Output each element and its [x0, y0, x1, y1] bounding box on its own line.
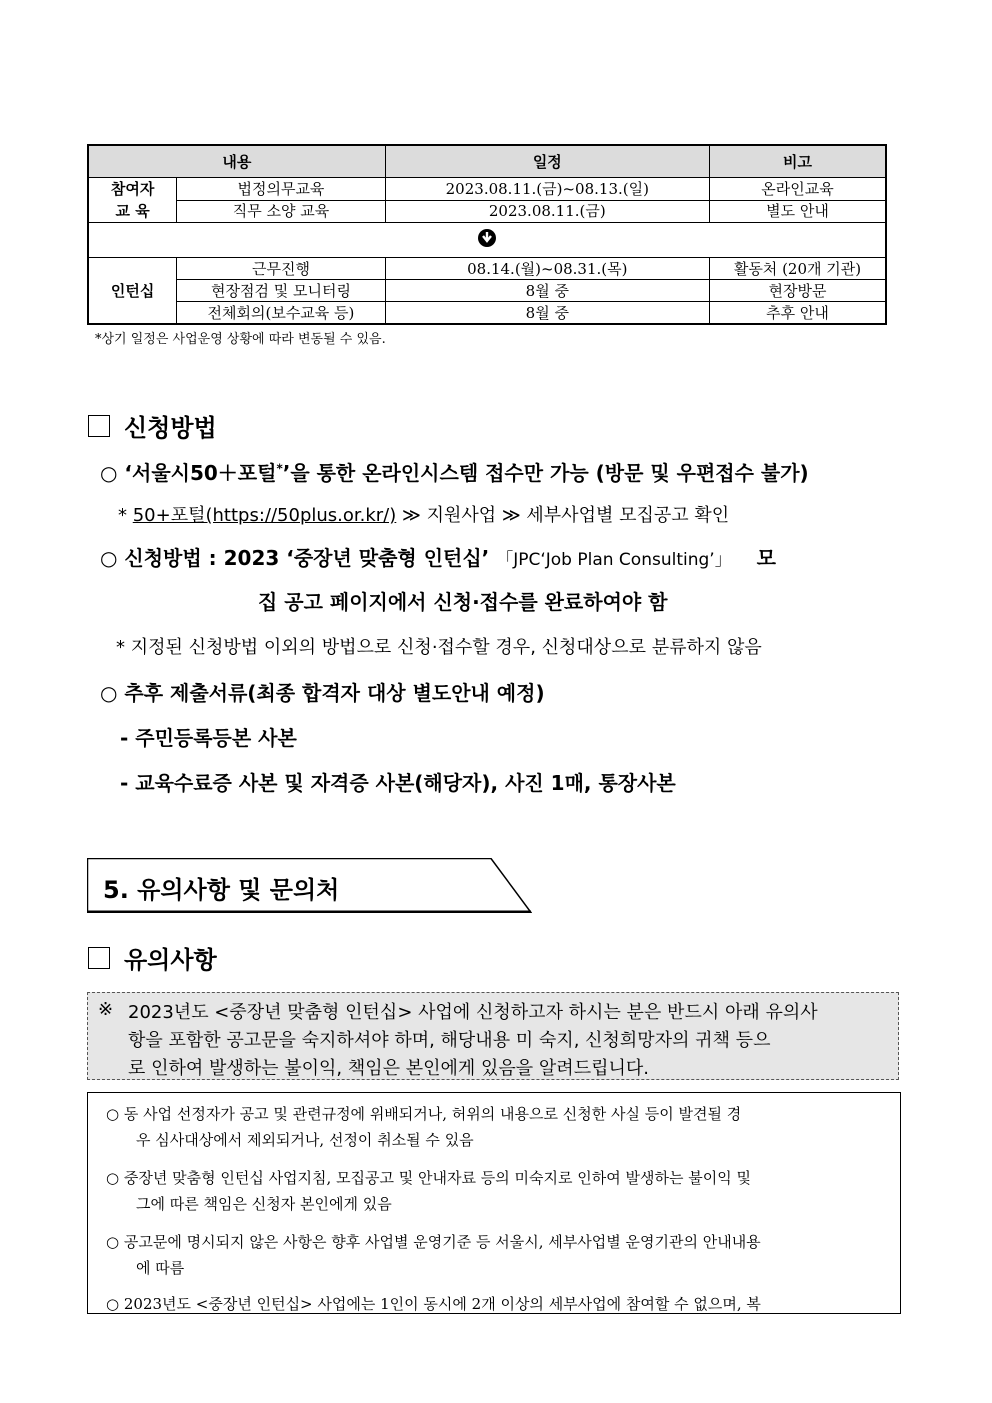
- header-content: 내용: [88, 145, 385, 178]
- table-row: [88, 302, 886, 325]
- down-arrow-icon-svg: [477, 228, 497, 248]
- row-date: 8월 중: [385, 302, 709, 325]
- caution-title: 유의사항: [124, 946, 217, 974]
- row-item: 전체회의(보수교육 등): [177, 302, 385, 325]
- notice-line-3: 로 인하여 발생하는 불이익, 책임은 본인에게 있음을 알려드립니다.: [128, 1058, 649, 1079]
- rule-1-line-1: ○ 동 사업 선정자가 공고 및 관련규정에 위배되거나, 허위의 내용으로 신청한 사실 등이 발견될 경: [106, 1105, 742, 1123]
- row-item: 법정의무교육: [177, 178, 385, 201]
- rule-2-line-1: ○ 중장년 맞춤형 인턴십 사업지침, 모집공고 및 안내자료 등의 미숙지로 인하여 발생하는 불이익 및: [106, 1169, 751, 1187]
- rule-1-line-2: 우 심사대상에서 제외되거나, 선정이 취소될 수 있음: [136, 1131, 474, 1149]
- rule-2-line-2: 그에 따른 책임은 신청자 본인에게 있음: [136, 1195, 392, 1213]
- row-item: 현장점검 및 모니터링: [177, 280, 385, 302]
- row-item: 직무 소양 교육: [177, 200, 385, 223]
- apply-bullet-1: ○ ‘서울시50＋포털*’을 통한 온라인시스템 접수만 가능 (방문 및 우편접수 불가): [100, 461, 809, 485]
- row-note: 추후 안내: [709, 302, 886, 325]
- schedule-footnote: *상기 일정은 사업운영 상황에 따라 변동될 수 있음.: [95, 332, 386, 347]
- apply-bullet-2-note: * 지정된 신청방법 이외의 방법으로 신청·접수할 경우, 신청대상으로 분류하지 않음: [116, 637, 762, 658]
- caution-heading: [88, 940, 217, 975]
- checkbox-square-icon: [88, 947, 110, 969]
- table-header-row: [88, 145, 886, 178]
- row-date: 2023.08.11.(금): [385, 200, 709, 223]
- row-item: 근무진행: [177, 258, 385, 280]
- group-participant-education: 참여자 교 육: [88, 178, 177, 223]
- table-row: [88, 280, 886, 302]
- rule-3-line-2: 에 따름: [136, 1259, 185, 1277]
- header-date: 일정: [385, 145, 709, 178]
- table-row: [88, 178, 886, 201]
- section-5-banner: [87, 858, 532, 913]
- apply-method-title: 신청방법: [124, 414, 217, 442]
- notice-box: [87, 992, 899, 1080]
- table-row: [88, 258, 886, 280]
- schedule-table: [87, 144, 887, 325]
- row-date: 2023.08.11.(금)~08.13.(일): [385, 178, 709, 201]
- rule-4-line-1: ○ 2023년도 <중장년 인턴십> 사업에는 1인이 동시에 2개 이상의 세부사업에 참여할 수 없으며, 복: [106, 1295, 761, 1313]
- notice-line-1: 2023년도 <중장년 맞춤형 인턴십> 사업에 신청하고자 하시는 분은 반드시 아래 유의사: [128, 1002, 818, 1023]
- down-arrow-icon: [88, 223, 886, 258]
- notice-line-2: 항을 포함한 공고문을 숙지하셔야 하며, 해당내용 미 숙지, 신청희망자의 귀책 등으: [128, 1030, 771, 1051]
- row-date: 8월 중: [385, 280, 709, 302]
- portal-link[interactable]: 50+포털(https://50plus.or.kr/): [132, 505, 397, 526]
- row-note: 활동처 (20개 기관): [709, 258, 886, 280]
- row-note: 별도 안내: [709, 200, 886, 223]
- header-note: 비고: [709, 145, 886, 178]
- reference-mark-icon: ※: [98, 999, 114, 1020]
- arrow-row: [88, 223, 886, 258]
- apply-bullet-1-note: * 50+포털(https://50plus.or.kr/) ≫ 지원사업 ≫ 세부사업별 모집공고 확인: [118, 505, 730, 526]
- checkbox-square-icon: [88, 415, 110, 437]
- apply-bullet-3-doc-2: - 교육수료증 사본 및 자격증 사본(해당자), 사진 1매, 통장사본: [120, 771, 676, 795]
- group-internship: 인턴십: [88, 258, 177, 325]
- row-note: 현장방문: [709, 280, 886, 302]
- apply-bullet-3: ○ 추후 제출서류(최종 합격자 대상 별도안내 예정): [100, 681, 545, 705]
- apply-bullet-3-doc-1: - 주민등록등본 사본: [120, 726, 297, 750]
- table-row: [88, 200, 886, 223]
- section-5-title: 5. 유의사항 및 문의처: [103, 876, 340, 904]
- apply-method-heading: [88, 408, 217, 443]
- apply-bullet-2-cont: 집 공고 페이지에서 신청·접수를 완료하여야 함: [258, 590, 668, 614]
- row-note: 온라인교육: [709, 178, 886, 201]
- rule-3-line-1: ○ 공고문에 명시되지 않은 사항은 향후 사업별 운영기준 등 서울시, 세부사업별 운영기관의 안내내용: [106, 1233, 761, 1251]
- rules-box: [87, 1092, 901, 1314]
- row-date: 08.14.(월)~08.31.(목): [385, 258, 709, 280]
- apply-bullet-2: ○ 신청방법 : 2023 ‘중장년 맞춤형 인턴십’ 「JPC‘Job Plan Consulting’」 모: [100, 546, 776, 570]
